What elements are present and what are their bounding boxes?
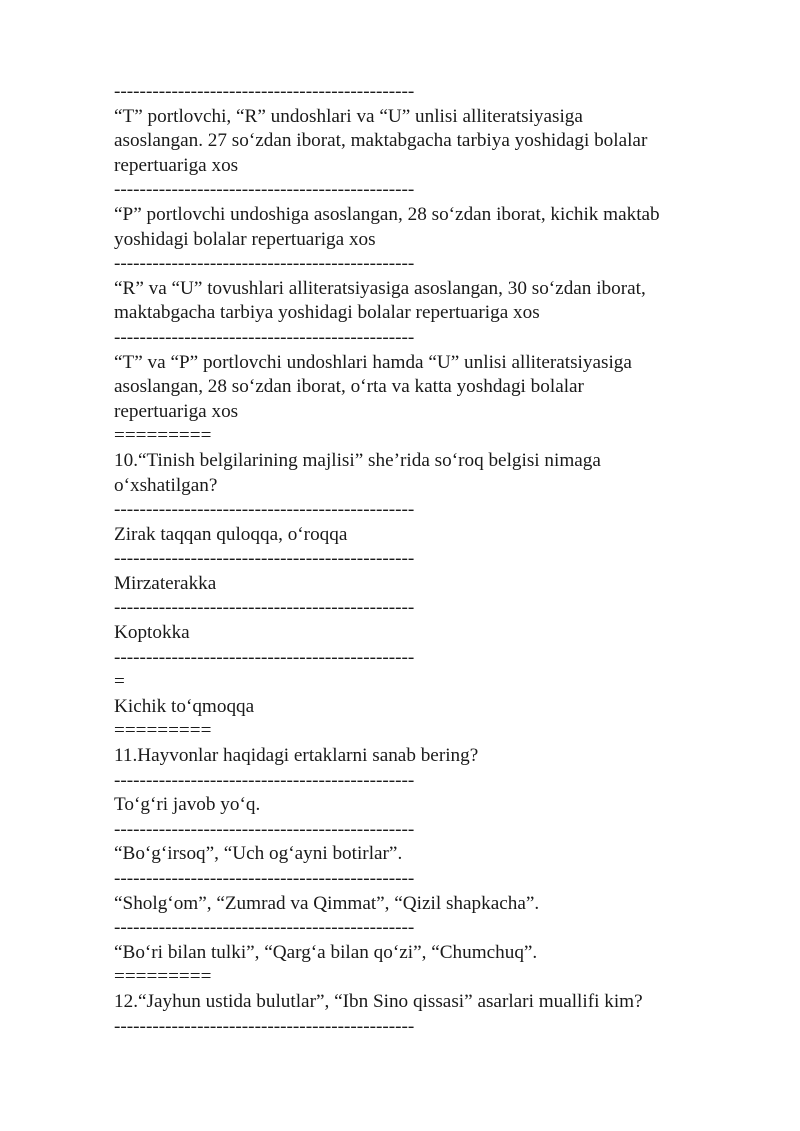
answer-line: “Bo‘ri bilan tulki”, “Qarg‘a bilan qo‘zi”, “Chumchuq”.	[114, 941, 538, 963]
answer-line: “Sholg‘om”, “Zumrad va Qimmat”, “Qizil shapkacha”.	[114, 892, 540, 914]
answer-line: repertuariga xos	[114, 400, 239, 422]
question-line: 12.“Jayhun ustida bulutlar”, “Ibn Sino qissasi” asarlari muallifi kim?	[114, 990, 643, 1012]
answer-line: asoslangan, 28 so‘zdan iborat, o‘rta va katta yoshdagi bolalar	[114, 376, 584, 398]
question-line: o‘xshatilgan?	[114, 474, 218, 496]
answer-marker: =	[114, 671, 125, 693]
answer-line: yoshidagi bolalar repertuariga xos	[114, 228, 376, 250]
answer-line: “Bo‘g‘irsoq”, “Uch og‘ayni botirlar”.	[114, 843, 403, 865]
question-separator: =========	[114, 720, 212, 742]
dash-separator: -----------------------------------------------	[114, 81, 415, 102]
dash-separator: -----------------------------------------------	[114, 597, 415, 619]
dash-separator: -----------------------------------------------	[114, 253, 415, 275]
answer-line: Koptokka	[114, 622, 190, 644]
dash-separator: -----------------------------------------------	[114, 646, 415, 668]
dash-separator: -----------------------------------------------	[114, 548, 415, 570]
answer-line: maktabgacha tarbiya yoshidagi bolalar repertuariga xos	[114, 302, 540, 324]
answer-line: “T” va “P” portlovchi undoshlari hamda “U” unlisi alliteratsiyasiga	[114, 351, 632, 373]
dash-separator: -----------------------------------------------	[114, 917, 415, 939]
answer-line: asoslangan. 27 so‘zdan iborat, maktabgacha tarbiya yoshidagi bolalar	[114, 130, 648, 152]
answer-line: Zirak taqqan quloqqa, o‘roqqa	[114, 523, 348, 545]
question-separator: =========	[114, 966, 212, 988]
question-line: 11.Hayvonlar haqidagi ertaklarni sanab bering?	[114, 745, 479, 767]
dash-separator: -----------------------------------------------	[114, 818, 415, 840]
dash-separator: -----------------------------------------------	[114, 326, 415, 348]
answer-line: Mirzaterakka	[114, 572, 217, 594]
document-body	[114, 80, 754, 1039]
answer-line: repertuariga xos	[114, 154, 239, 176]
answer-line: “T” portlovchi, “R” undoshlari va “U” unlisi alliteratsiyasiga	[114, 105, 583, 127]
answer-line: “R” va “U” tovushlari alliteratsiyasiga asoslangan, 30 so‘zdan iborat,	[114, 277, 646, 299]
answer-line: “P” portlovchi undoshiga asoslangan, 28 so‘zdan iborat, kichik maktab	[114, 203, 660, 225]
dash-separator: -----------------------------------------------	[114, 769, 415, 791]
dash-separator: -----------------------------------------------	[114, 1015, 415, 1037]
dash-separator: -----------------------------------------------	[114, 868, 415, 889]
question-separator: =========	[114, 425, 212, 447]
answer-line: To‘g‘ri javob yo‘q.	[114, 794, 261, 816]
answer-line: Kichik to‘qmoqqa	[114, 695, 255, 717]
dash-separator: -----------------------------------------------	[114, 499, 415, 521]
question-line: 10.“Tinish belgilarining majlisi” she’rida so‘roq belgisi nimaga	[114, 449, 601, 471]
dash-separator: -----------------------------------------------	[114, 179, 415, 201]
